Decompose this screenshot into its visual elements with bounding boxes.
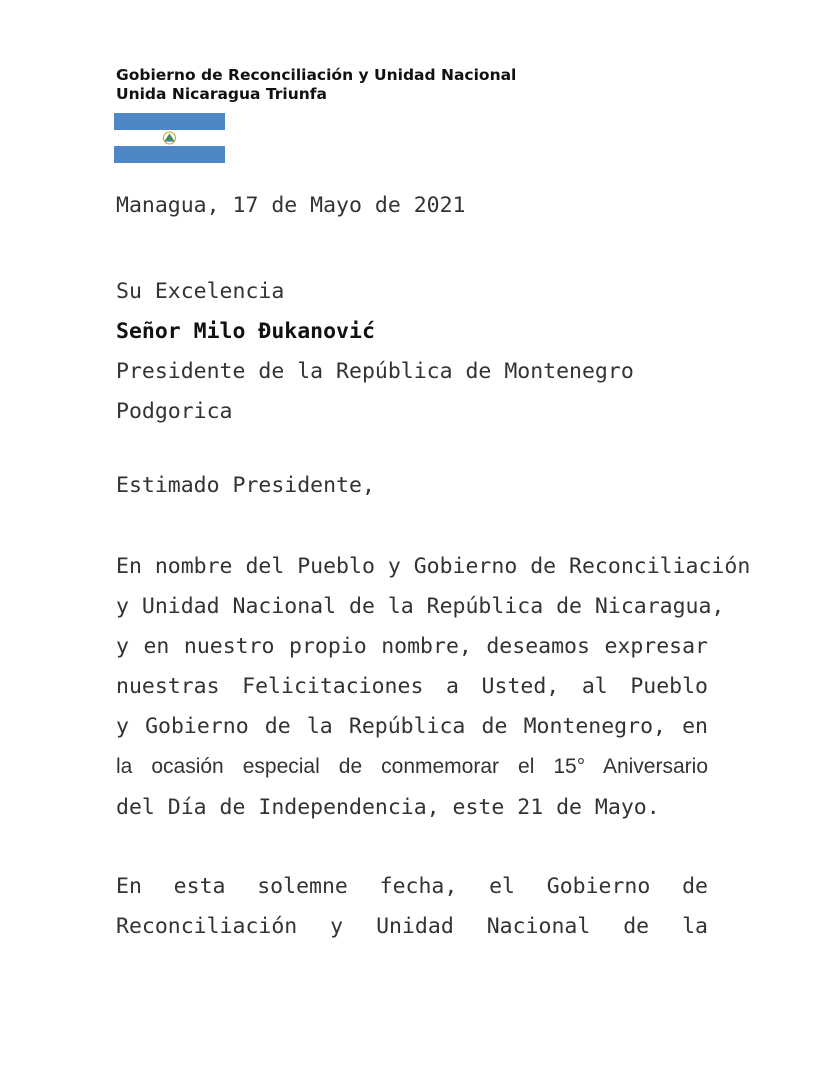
- recipient-name: Señor Milo Đukanović: [116, 319, 375, 344]
- paragraph-line: y en nuestro propio nombre, deseamos expresar: [116, 634, 708, 660]
- recipient-honorific: Su Excelencia: [116, 279, 285, 304]
- letter-date: Managua, 17 de Mayo de 2021: [116, 193, 466, 218]
- paragraph-line: del Día de Independencia, este 21 de Mayo.: [116, 794, 660, 820]
- paragraph-line: nuestras Felicitaciones a Usted, al Pueblo: [116, 674, 708, 700]
- paragraph-solemn-date: [116, 867, 708, 947]
- recipient-city: Podgorica: [116, 399, 233, 424]
- recipient-title: Presidente de la República de Montenegro: [116, 359, 634, 384]
- paragraph-line: En nombre del Pueblo y Gobierno de Reconciliación: [116, 554, 751, 579]
- paragraph-line: la ocasión especial de conmemorar el 15° Aniversario: [116, 755, 708, 779]
- nicaragua-flag-icon: [114, 113, 225, 163]
- letterhead-government-name: Gobierno de Reconciliación y Unidad Nacional: [116, 66, 517, 84]
- letterhead-slogan: Unida Nicaragua Triunfa: [116, 85, 328, 103]
- recipient-block: [116, 272, 634, 432]
- paragraph-line: y Gobierno de la República de Montenegro, en: [116, 714, 708, 740]
- salutation: Estimado Presidente,: [116, 473, 375, 498]
- letterhead: [116, 66, 516, 104]
- paragraph-line: y Unidad Nacional de la República de Nicaragua,: [116, 594, 725, 620]
- paragraph-congratulations: [116, 547, 751, 828]
- paragraph-line: En esta solemne fecha, el Gobierno de: [116, 874, 708, 899]
- paragraph-line: Reconciliación y Unidad Nacional de la: [116, 914, 708, 940]
